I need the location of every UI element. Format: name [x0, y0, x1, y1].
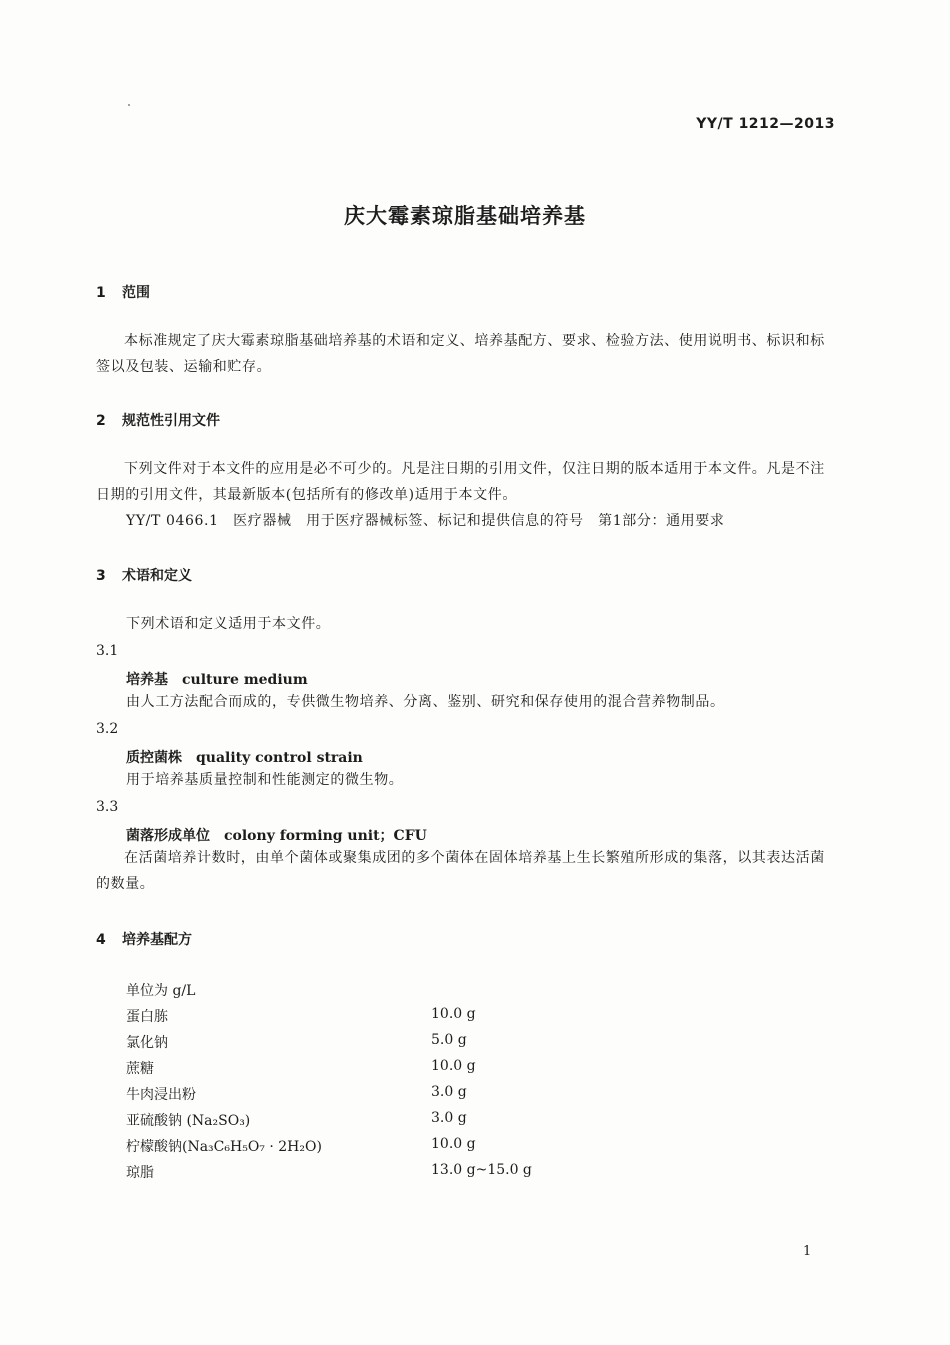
term-chinese: 菌落形成单位: [126, 828, 210, 844]
ingredient-name: 蔗糖: [126, 1061, 154, 1077]
section-4-heading: [96, 929, 192, 949]
section-title: 术语和定义: [122, 568, 192, 584]
section-2-heading: [96, 410, 220, 430]
section-1-heading: [96, 282, 150, 302]
standard-code: YY/T 1212—2013: [696, 116, 835, 132]
ingredient-name: 柠檬酸钠(Na₃C₆H₅O₇ · 2H₂O): [126, 1139, 322, 1155]
ingredient-amount: 10.0 g: [431, 1058, 476, 1074]
term-number: 3.3: [96, 799, 119, 815]
term-heading: [126, 825, 427, 845]
term-heading: [126, 669, 308, 689]
formula-row: [126, 1006, 626, 1026]
section-2-body: 下列文件对于本文件的应用是必不可少的。凡是注日期的引用文件，仅注日期的版本适用于本文件。凡是不注日期的引用文件，其最新版本(包括所有的修改单)适用于本文件。: [96, 461, 825, 503]
term-definition: 用于培养基质量控制和性能测定的微生物。: [126, 772, 404, 788]
section-number: 3: [96, 568, 106, 584]
section-3-heading: [96, 565, 192, 585]
ingredient-name: 蛋白胨: [126, 1009, 168, 1025]
ingredient-name: 氯化钠: [126, 1035, 168, 1051]
term-heading: [126, 747, 363, 767]
formula-row: [126, 1032, 626, 1052]
formula-unit: 单位为 g/L: [126, 983, 196, 999]
term-number: 3.1: [96, 643, 119, 659]
ingredient-amount: 10.0 g: [431, 1136, 476, 1152]
formula-row: [126, 1110, 626, 1130]
term-definition: 在活菌培养计数时，由单个菌体或聚集成团的多个菌体在固体培养基上生长繁殖所形成的集落，以其表达活菌的数量。: [96, 850, 825, 892]
section-number: 2: [96, 413, 106, 429]
term-number: 3.2: [96, 721, 119, 737]
section-number: 1: [96, 285, 106, 301]
section-title: 培养基配方: [122, 932, 192, 948]
term-chinese: 质控菌株: [126, 750, 182, 766]
ingredient-name: 牛肉浸出粉: [126, 1087, 196, 1103]
section-1-body: 本标准规定了庆大霉素琼脂基础培养基的术语和定义、培养基配方、要求、检验方法、使用说明书、标识和标签以及包装、运输和贮存。: [96, 333, 825, 375]
ingredient-name: 琼脂: [126, 1165, 154, 1181]
formula-row: [126, 1162, 626, 1182]
term-english: colony forming unit；CFU: [224, 828, 427, 844]
ingredient-amount: 3.0 g: [431, 1084, 467, 1100]
ingredient-amount: 3.0 g: [431, 1110, 467, 1126]
formula-row: [126, 1058, 626, 1078]
term-english: quality control strain: [196, 750, 363, 766]
formula-row: [126, 1084, 626, 1104]
section-title: 范围: [122, 285, 150, 301]
ingredient-name: 亚硫酸钠 (Na₂SO₃): [126, 1113, 251, 1129]
normative-reference: YY/T 0466.1 医疗器械 用于医疗器械标签、标记和提供信息的符号 第1部分：通用要求: [126, 513, 725, 529]
section-number: 4: [96, 932, 106, 948]
page-number: 1: [803, 1244, 812, 1259]
ingredient-amount: 13.0 g~15.0 g: [431, 1162, 532, 1178]
section-title: 规范性引用文件: [122, 413, 220, 429]
formula-row: [126, 1136, 626, 1156]
ingredient-amount: 5.0 g: [431, 1032, 467, 1048]
term-definition: 由人工方法配合而成的，专供微生物培养、分离、鉴别、研究和保存使用的混合营养物制品。: [126, 694, 725, 710]
term-chinese: 培养基: [126, 672, 168, 688]
section-3-intro: 下列术语和定义适用于本文件。: [126, 616, 331, 632]
ingredient-amount: 10.0 g: [431, 1006, 476, 1022]
scan-speck: [128, 104, 130, 106]
term-english: culture medium: [182, 672, 308, 688]
document-title: 庆大霉素琼脂基础培养基: [344, 204, 586, 228]
